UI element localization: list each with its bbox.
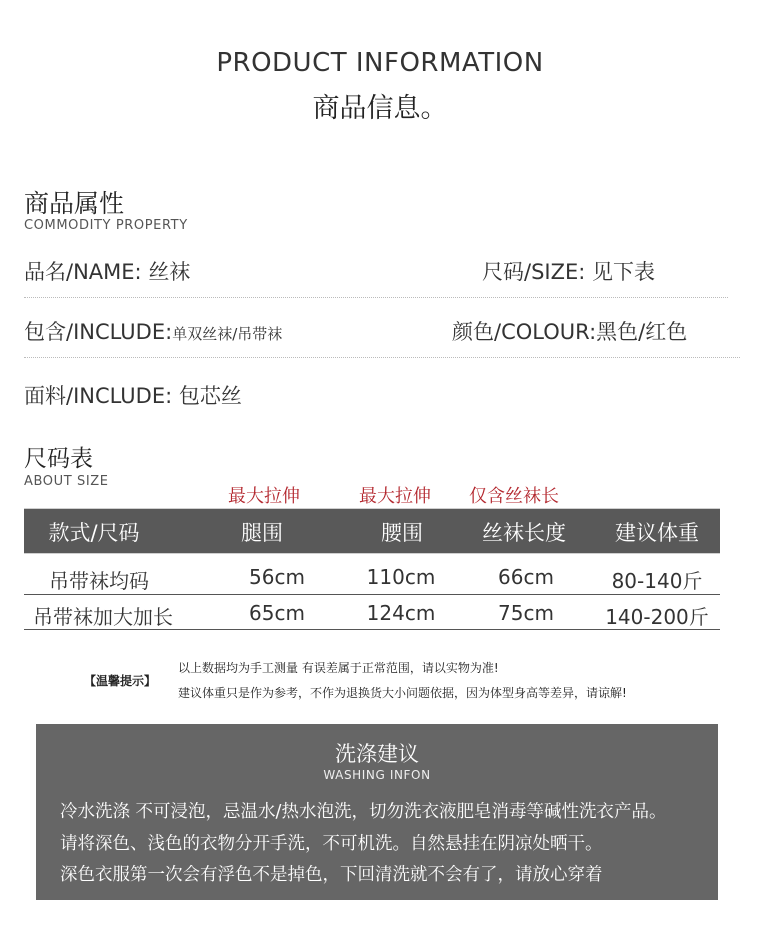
attr-colour-value: 黑色/红色 [596, 320, 688, 344]
tips-line-2: 建议体重只是作为参考，不作为退换货大小问题依据，因为体型身高等差异，请谅解! [178, 686, 627, 700]
attr-name-label: 品名/NAME: [24, 260, 142, 284]
attr-include [24, 316, 282, 346]
tips-label: 【温馨提示】 [84, 674, 157, 688]
size-note-leg: 最大拉伸 [228, 486, 300, 507]
washing-line-3: 深色衣服第一次会有浮色不是掉色，下回清洗就不会有了，请放心穿着 [60, 865, 603, 885]
washing-line-2: 请将深色、浅色的衣物分开手洗，不可机洗。自然悬挂在阴凉处晒干。 [60, 834, 603, 854]
attr-divider-2 [24, 357, 740, 358]
washing-title: 洗涤建议 [335, 742, 419, 766]
attr-colour-label: 颜色/COLOUR: [452, 320, 597, 344]
attr-include-value: 单双丝袜/吊带袜 [172, 325, 283, 343]
attr-name [24, 256, 190, 286]
size-col-leg: 腿围 [241, 521, 283, 545]
table-row-2-weight: 140-200斤 [605, 605, 709, 629]
attr-name-value: 丝袜 [148, 260, 191, 284]
table-bottom-line [24, 629, 720, 630]
size-note-waist: 最大拉伸 [359, 486, 431, 507]
size-col-waist: 腰围 [381, 521, 423, 545]
table-row-2-waist: 124cm [366, 601, 436, 625]
product-information-title-zh: 商品信息。 [312, 93, 448, 124]
table-row-1-weight: 80-140斤 [611, 569, 703, 593]
washing-panel [36, 724, 718, 900]
table-row-2-style: 吊带袜加大加长 [33, 605, 173, 629]
attr-divider-1 [24, 297, 728, 298]
table-row-1-waist: 110cm [366, 565, 436, 589]
size-table-header [24, 508, 720, 554]
attributes-subtitle: COMMODITY PROPERTY [24, 218, 188, 233]
table-row-2-leg: 65cm [249, 601, 305, 625]
washing-line-1: 冷水洗涤 不可浸泡，忌温水/热水泡洗，切勿洗衣液肥皂消毒等碱性洗衣产品。 [60, 802, 667, 822]
product-information-title: PRODUCT INFORMATION [216, 48, 544, 78]
size-chart-subtitle: ABOUT SIZE [24, 474, 109, 489]
size-chart-title: 尺码表 [24, 446, 93, 472]
attr-size-value: 见下表 [592, 260, 656, 284]
table-row-2-length: 75cm [498, 601, 554, 625]
size-note-length: 仅含丝袜长 [469, 486, 559, 507]
size-col-length: 丝袜长度 [482, 521, 566, 545]
tips-line-1: 以上数据均为手工测量 有误差属于正常范围，请以实物为准! [178, 661, 499, 675]
table-row-divider [24, 594, 720, 595]
table-row-1-style: 吊带袜均码 [49, 569, 149, 593]
size-col-style: 款式/尺码 [48, 521, 140, 545]
attr-include-label: 包含/INCLUDE: [24, 320, 173, 344]
attr-material [24, 380, 242, 410]
attr-colour [452, 316, 687, 346]
washing-subtitle: WASHING INFON [323, 768, 431, 782]
attributes-title: 商品属性 [24, 189, 125, 218]
attr-material-label: 面料/INCLUDE: [24, 384, 173, 408]
table-row-1-leg: 56cm [249, 565, 305, 589]
attr-material-value: 包芯丝 [178, 384, 242, 408]
attr-size-label: 尺码/SIZE: [482, 260, 586, 284]
table-row-1-length: 66cm [498, 565, 554, 589]
attr-size [482, 256, 655, 286]
size-col-weight: 建议体重 [615, 521, 699, 545]
